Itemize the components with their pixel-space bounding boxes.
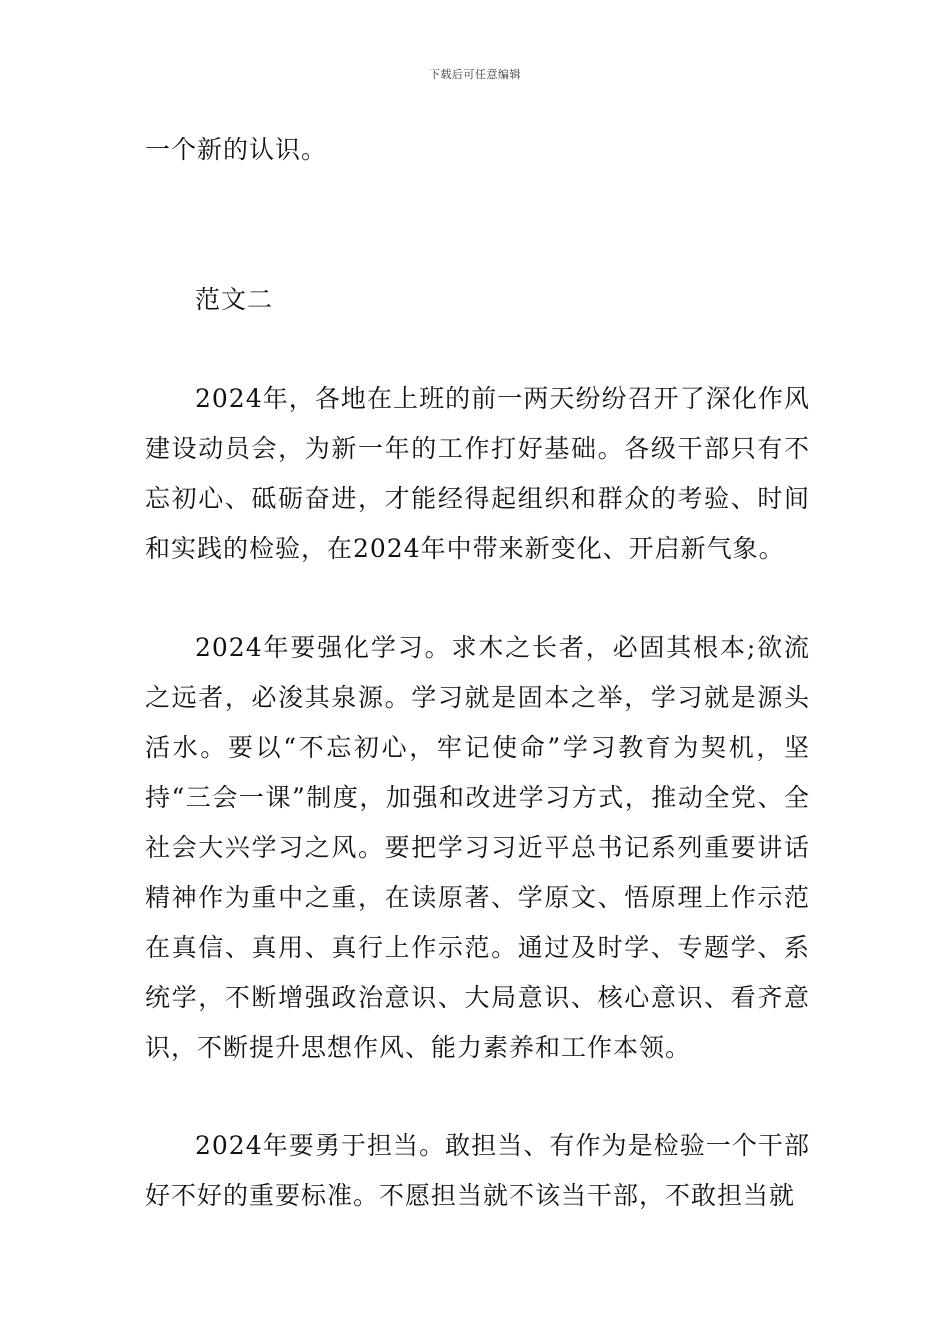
paragraph-responsibility-block [145, 1121, 810, 1221]
paragraph-intro: 2024年，各地在上班的前一两天纷纷召开了深化作风建设动员会，为新一年的工作打好基础。各级干部只有不忘初心、砥砺奋进，才能经得起组织和群众的考验、时间和实践的检验，在2024年中带来新变化、开启新气象。 [145, 384, 810, 563]
paragraph-responsibility: 2024年要勇于担当。敢担当、有作为是检验一个干部好不好的重要标准。不愿担当就不该当干部，不敢担当就 [145, 1131, 810, 1210]
paragraph-continuation-block [145, 125, 810, 175]
paragraph-intro-block [145, 374, 810, 574]
header-note: 下载后可任意编辑 [429, 68, 521, 81]
paragraph-study: 2024年要强化学习。求木之长者，必固其根本;欲流之远者，必浚其泉源。学习就是固本之举，学习就是源头活水。要以“不忘初心，牢记使命”学习教育为契机，坚持“三会一课”制度，加强和改进学习方式，推动全党、全社会大兴学习之风。要把学习习近平总书记系列重要讲话精神作为重中之重，在读原著、学原文、悟原理上作示范在真信、真用、真行上作示范。通过及时学、专题学、系统学，不断增强政治意识、大局意识、核心意识、看齐意识，不断提升思想作风、能力素养和工作本领。 [145, 633, 810, 1062]
section-heading: 范文二 [195, 285, 274, 314]
section-heading-block [145, 275, 810, 325]
paragraph-continuation: 一个新的认识。 [145, 135, 328, 164]
paragraph-study-block [145, 623, 810, 1073]
